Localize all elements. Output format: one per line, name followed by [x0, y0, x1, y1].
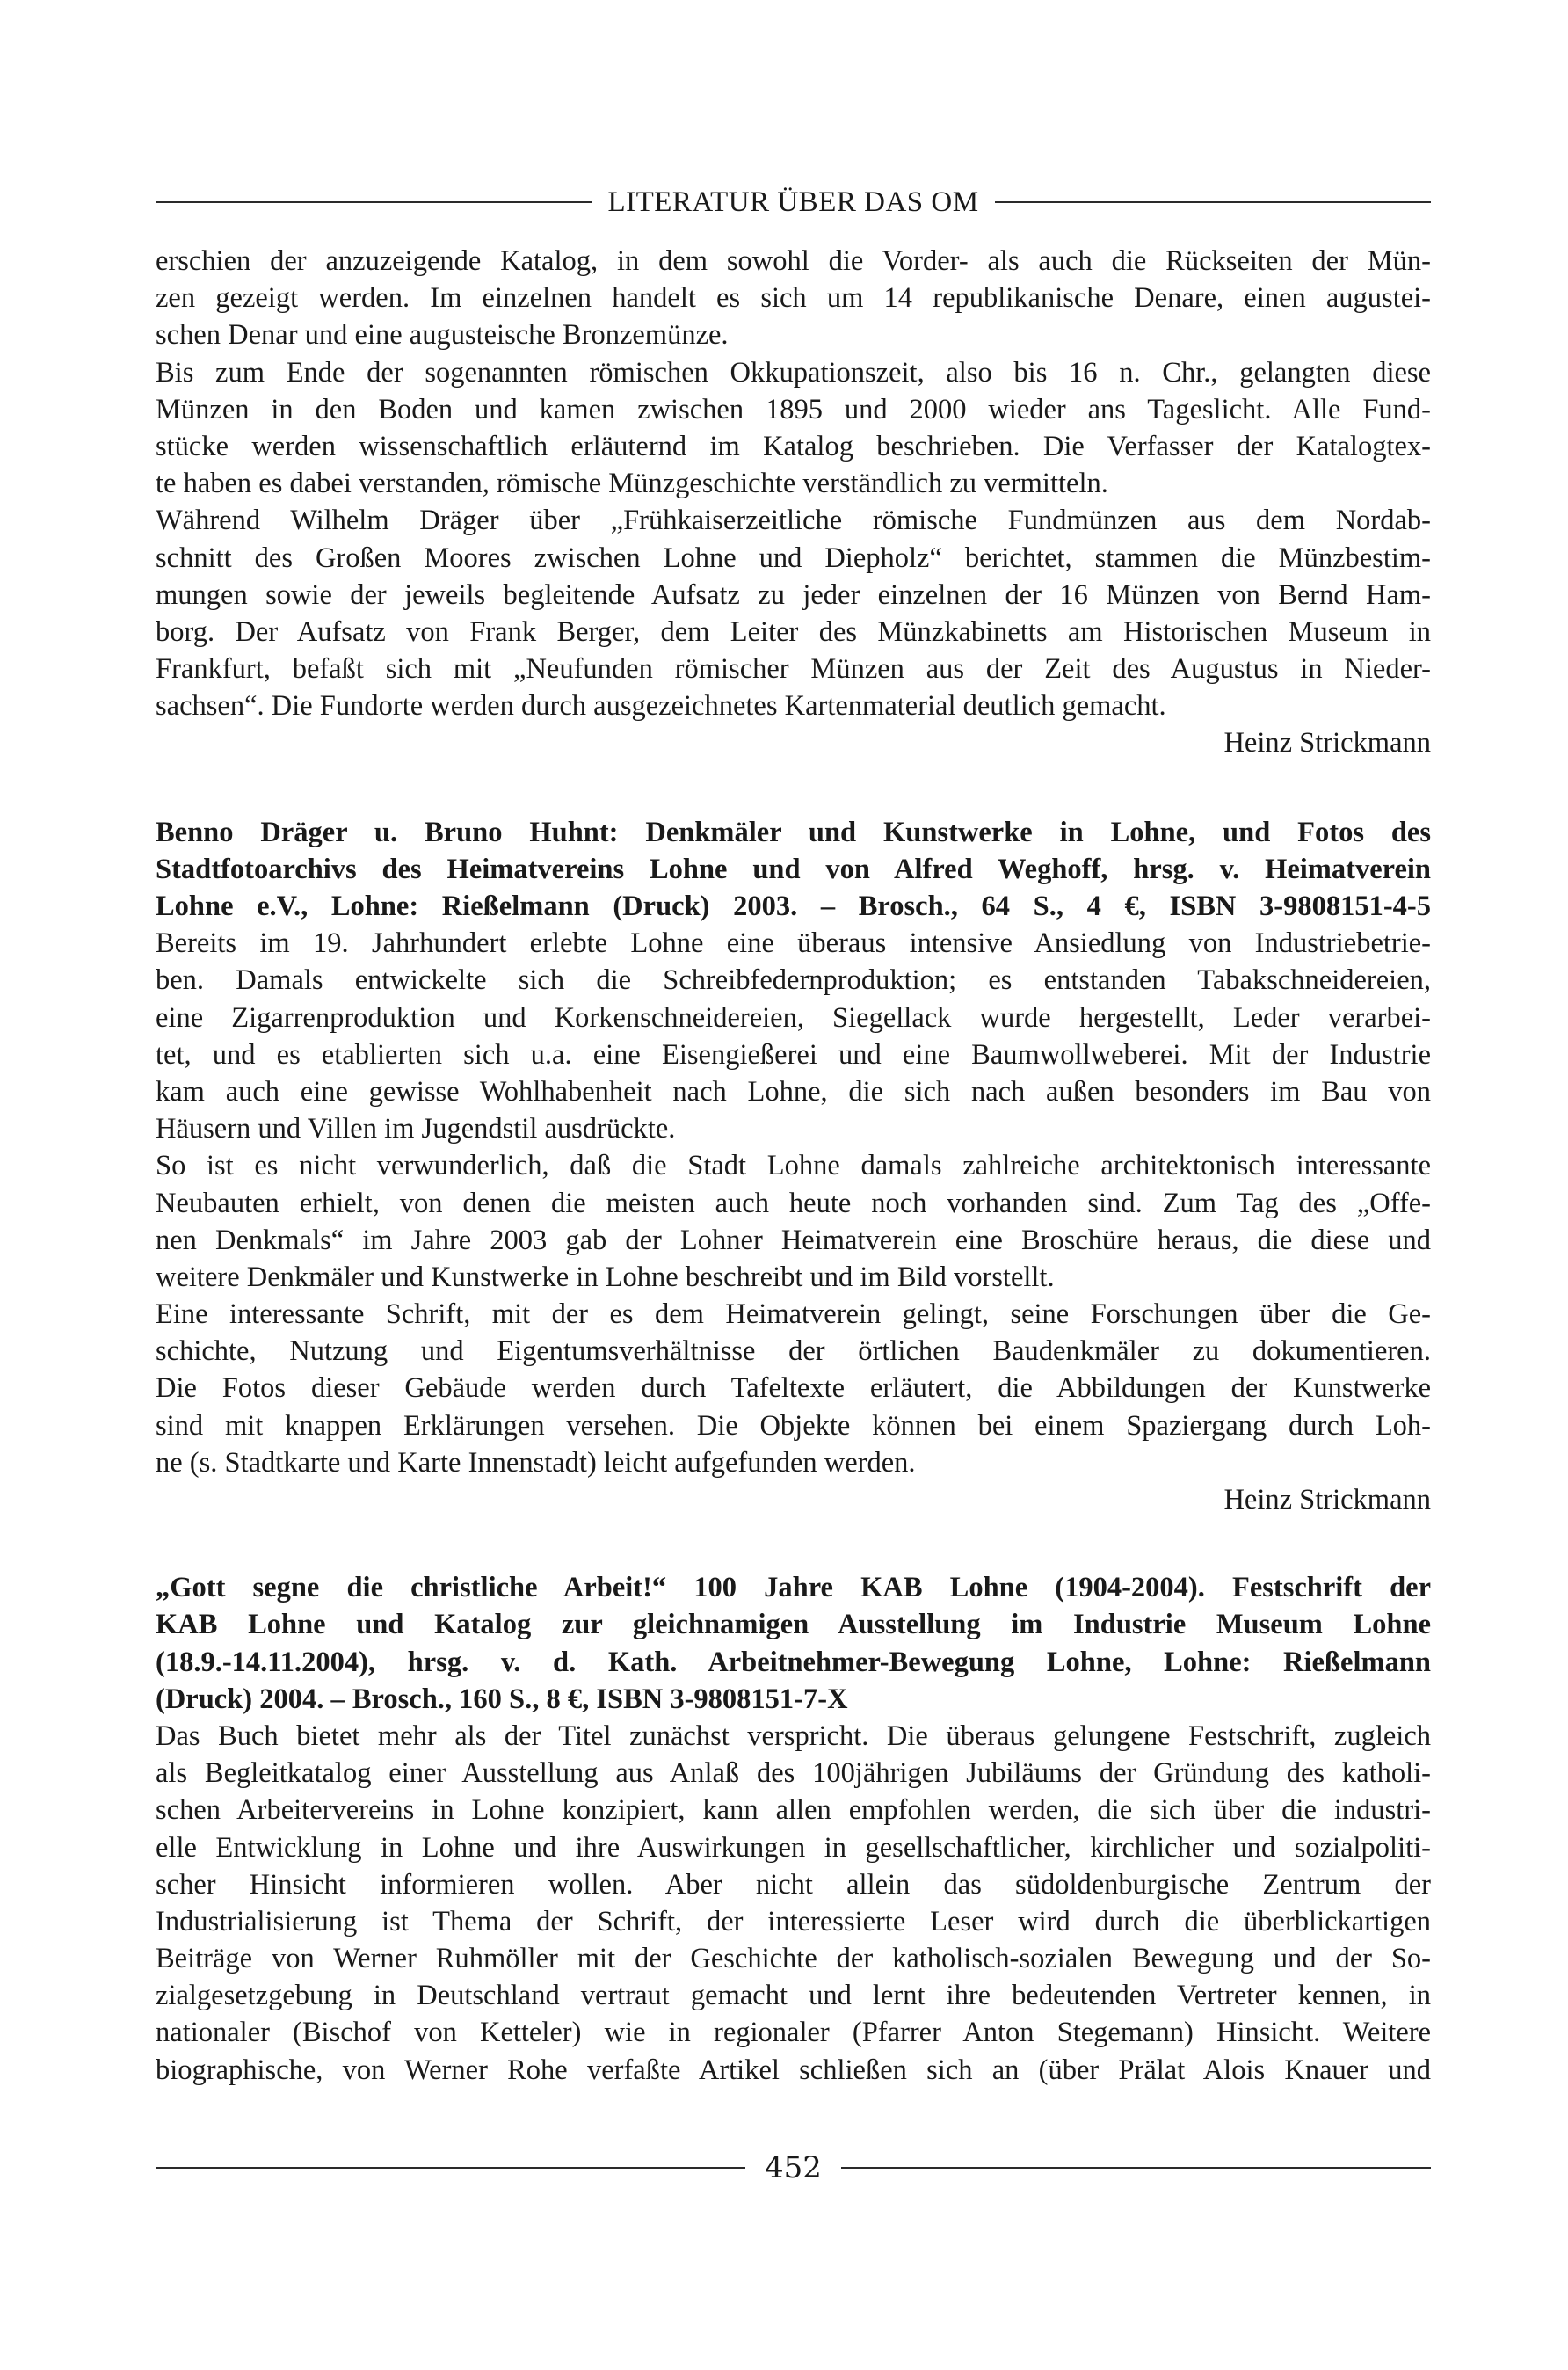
- text-line: schichte, Nutzung und Eigentumsverhältnisse der örtlichen Baudenkmäler zu dokumentieren.: [156, 1335, 1431, 1368]
- text-line: borg. Der Aufsatz von Frank Berger, dem Leiter des Münzkabinetts am Historischen Museum in: [156, 615, 1431, 648]
- review-1: [156, 243, 1431, 762]
- text-line: stücke werden wissenschaftlich erläuternd im Katalog beschrieben. Die Verfasser der Katalogtex-: [156, 430, 1431, 462]
- review-1-paragraph-3: [156, 502, 1431, 724]
- text-line: Während Wilhelm Dräger über „Frühkaiserzeitliche römische Fundmünzen aus dem Nordab-: [156, 505, 1431, 537]
- text-line: Industrialisierung ist Thema der Schrift, der interessierte Leser wird durch die überblickartigen: [156, 1905, 1431, 1937]
- text-line: sachsen“. Die Fundorte werden durch ausgezeichnetes Kartenmaterial deutlich gemacht.: [156, 690, 1166, 723]
- review-2-paragraph-3: [156, 1296, 1431, 1481]
- text-line: eine Zigarrenproduktion und Korkenschneidereien, Siegellack wurde hergestellt, Leder verarbei-: [156, 1001, 1431, 1034]
- text-line: Frankfurt, befaßt sich mit „Neufunden römischer Münzen aus der Zeit des Augustus in Nieder-: [156, 653, 1431, 686]
- header-rule-right: [995, 201, 1431, 203]
- text-line: elle Entwicklung in Lohne und ihre Auswirkungen in gesellschaftlicher, kirchlicher und sozialpoliti-: [156, 1831, 1431, 1864]
- text-line: zialgesetzgebung in Deutschland vertraut gemacht und lernt ihre bedeutenden Vertreter kennen, in: [156, 1980, 1431, 2012]
- text-line: te haben es dabei verstanden, römische Münzgeschichte verständlich zu vermitteln.: [156, 468, 1108, 500]
- text-line: schnitt des Großen Moores zwischen Lohne und Diepholz“ berichtet, stammen die Münzbestim-: [156, 542, 1431, 574]
- text-line: Bis zum Ende der sogenannten römischen Okkupationszeit, also bis 16 n. Chr., gelangten diese: [156, 356, 1431, 389]
- running-head-title: LITERATUR ÜBER DAS OM: [607, 186, 979, 218]
- text-line: Beiträge von Werner Ruhmöller mit der Geschichte der katholisch-sozialen Bewegung und der So-: [156, 1943, 1431, 1975]
- text-line: weitere Denkmäler und Kunstwerke in Lohne beschreibt und im Bild vorstellt.: [156, 1261, 1055, 1293]
- review-2-heading: [156, 814, 1431, 926]
- header-rule-left: [156, 201, 592, 203]
- text-line: scher Hinsicht informieren wollen. Aber nicht allein das südoldenburgische Zentrum der: [156, 1868, 1431, 1901]
- section-spacer: [156, 1518, 1431, 1569]
- heading-line: „Gott segne die christliche Arbeit!“ 100 Jahre KAB Lohne (1904-2004). Festschrift der: [156, 1572, 1431, 1604]
- heading-line: Stadtfotoarchivs des Heimatvereins Lohne und von Alfred Weghoff, hrsg. v. Heimatverein: [156, 853, 1431, 885]
- text-line: Neubauten erhielt, von denen die meisten auch heute noch vorhanden sind. Zum Tag des „Offe-: [156, 1187, 1431, 1219]
- heading-line: Lohne e.V., Lohne: Rießelmann (Druck) 2003. – Brosch., 64 S., 4 €, ISBN 3-9808151-4-5: [156, 891, 1431, 923]
- text-line: erschien der anzuzeigende Katalog, in dem sowohl die Vorder- als auch die Rückseiten der Mün-: [156, 245, 1431, 277]
- footer-rule-right: [841, 2167, 1431, 2169]
- text-line: als Begleitkatalog einer Ausstellung aus Anlaß des 100jährigen Jubiläums der Gründung des katholi-: [156, 1757, 1431, 1790]
- review-1-paragraph-2: [156, 354, 1431, 503]
- text-line: nen Denkmals“ im Jahre 2003 gab der Lohner Heimatverein eine Broschüre heraus, die diese und: [156, 1224, 1431, 1256]
- text-line: nationaler (Bischof von Ketteler) wie in regionaler (Pfarrer Anton Stegemann) Hinsicht. Weitere: [156, 2017, 1431, 2049]
- page-content: [156, 243, 1431, 2089]
- heading-line: Benno Dräger u. Bruno Huhnt: Denkmäler und Kunstwerke in Lohne, und Fotos des: [156, 816, 1431, 848]
- review-1-paragraph-1: [156, 243, 1431, 354]
- review-2: [156, 814, 1431, 1519]
- text-line: schen Arbeitervereins in Lohne konzipiert, kann allen empfohlen werden, die sich über die industri-: [156, 1794, 1431, 1827]
- review-2-paragraph-1: [156, 925, 1431, 1147]
- heading-line: KAB Lohne und Katalog zur gleichnamigen Ausstellung im Industrie Museum Lohne: [156, 1609, 1431, 1641]
- review-3-paragraph-1: [156, 1718, 1431, 2089]
- text-line: ne (s. Stadtkarte und Karte Innenstadt) leicht aufgefunden werden.: [156, 1446, 916, 1479]
- text-line: Eine interessante Schrift, mit der es dem Heimatverein gelingt, seine Forschungen über die Ge-: [156, 1298, 1431, 1331]
- review-1-signature: Heinz Strickmann: [1223, 727, 1431, 760]
- review-3-heading: [156, 1569, 1431, 1718]
- text-line: tet, und es etablierten sich u.a. eine Eisengießerei und eine Baumwollweberei. Mit der Industrie: [156, 1038, 1431, 1071]
- review-2-signature: Heinz Strickmann: [1223, 1484, 1431, 1516]
- text-line: Häusern und Villen im Jugendstil ausdrückte.: [156, 1113, 676, 1145]
- review-2-paragraph-2: [156, 1147, 1431, 1296]
- page-footer: [156, 2148, 1431, 2187]
- text-line: mungen sowie der jeweils begleitende Aufsatz zu jeder einzelnen der 16 Münzen von Bernd Ham-: [156, 578, 1431, 611]
- text-line: biographische, von Werner Rohe verfaßte Artikel schließen sich an (über Prälat Alois Knauer und: [156, 2054, 1431, 2086]
- text-line: Münzen in den Boden und kamen zwischen 1895 und 2000 wieder ans Tageslicht. Alle Fund-: [156, 393, 1431, 425]
- running-head: [156, 183, 1431, 222]
- text-line: zen gezeigt werden. Im einzelnen handelt es sich um 14 republikanische Denare, einen augustei-: [156, 282, 1431, 315]
- text-line: kam auch eine gewisse Wohlhabenheit nach Lohne, die sich nach außen besonders im Bau von: [156, 1075, 1431, 1108]
- page-number: 452: [765, 2150, 822, 2185]
- section-spacer: [156, 762, 1431, 814]
- text-line: Die Fotos dieser Gebäude werden durch Tafeltexte erläutert, die Abbildungen der Kunstwerke: [156, 1372, 1431, 1405]
- footer-rule-left: [156, 2167, 745, 2169]
- text-line: sind mit knappen Erklärungen versehen. Die Objekte können bei einem Spaziergang durch Loh-: [156, 1409, 1431, 1442]
- heading-line: (Druck) 2004. – Brosch., 160 S., 8 €, ISBN 3-9808151-7-X: [156, 1683, 848, 1715]
- text-line: Bereits im 19. Jahrhundert erlebte Lohne eine überaus intensive Ansiedlung von Industriebetrie-: [156, 927, 1431, 960]
- review-3: [156, 1569, 1431, 2089]
- text-line: Das Buch bietet mehr als der Titel zunächst verspricht. Die überaus gelungene Festschrift, zugleich: [156, 1719, 1431, 1752]
- text-line: So ist es nicht verwunderlich, daß die Stadt Lohne damals zahlreiche architektonisch interessante: [156, 1150, 1431, 1182]
- text-line: ben. Damals entwickelte sich die Schreibfedernproduktion; es entstanden Tabakschneidereien,: [156, 964, 1431, 997]
- heading-line: (18.9.-14.11.2004), hrsg. v. d. Kath. Arbeitnehmer-Bewegung Lohne, Lohne: Rießelmann: [156, 1646, 1431, 1678]
- text-line: schen Denar und eine augusteische Bronzemünze.: [156, 319, 729, 352]
